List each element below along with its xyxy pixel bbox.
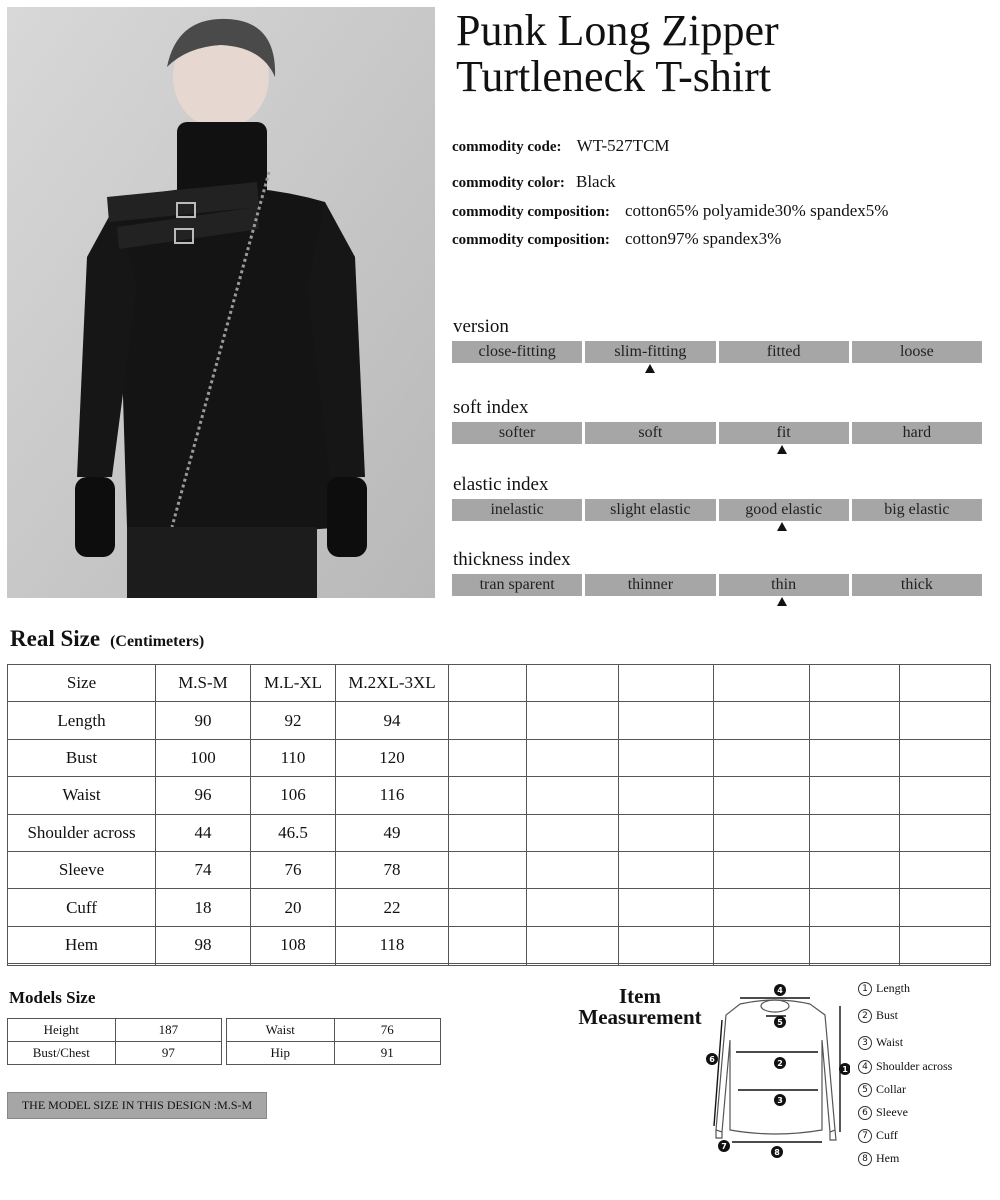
size-table-cell: 120: [336, 739, 449, 776]
size-table-cell: 46.5: [251, 814, 336, 851]
size-table-cell: 90: [156, 702, 251, 739]
size-table-cell: [810, 889, 900, 926]
spec-key: commodity composition:: [452, 204, 610, 220]
elastic-index-label: elastic index: [453, 474, 549, 495]
product-title: [456, 8, 779, 100]
size-table-header-cell: M.2XL-3XL: [336, 665, 449, 702]
version-scale: [452, 341, 982, 363]
table-row: [8, 739, 991, 776]
legend-number: 4: [858, 1060, 872, 1074]
soft-index-option: softer: [452, 422, 582, 444]
size-table-cell: [619, 814, 714, 851]
table-row: [8, 814, 991, 851]
models-size-title: Models Size: [9, 988, 96, 1007]
size-table-row-label: Bust: [8, 739, 156, 776]
model-measure-label: Bust/Chest: [8, 1042, 116, 1065]
size-table-cell: [449, 889, 527, 926]
legend-label: Length: [876, 981, 910, 995]
size-table-row-label: Length: [8, 702, 156, 739]
measurement-legend-item: [858, 1082, 906, 1097]
model-measure-label: Height: [8, 1019, 116, 1042]
legend-label: Bust: [876, 1008, 899, 1022]
elastic-index-option: inelastic: [452, 499, 582, 521]
size-table-header-cell: [619, 665, 714, 702]
real-size-title: Real Size: [10, 626, 101, 651]
svg-text:4: 4: [777, 986, 783, 995]
version-selected-marker-icon: [645, 364, 655, 373]
size-table-cell: 49: [336, 814, 449, 851]
product-title-line-1: Punk Long Zipper: [456, 6, 779, 55]
size-table-header-cell: [714, 665, 810, 702]
size-table-header-cell: [449, 665, 527, 702]
size-table-cell: 108: [251, 926, 336, 963]
model-measure-value: 187: [115, 1019, 221, 1042]
legend-number: 7: [858, 1129, 872, 1143]
legend-number: 8: [858, 1152, 872, 1166]
table-row: [227, 1042, 441, 1065]
size-table-cell: [714, 702, 810, 739]
svg-text:1: 1: [842, 1065, 848, 1074]
spec-key: commodity code:: [452, 139, 562, 155]
size-table-row-label: [8, 964, 156, 966]
spec-commodity-color: [452, 172, 616, 192]
spec-commodity-composition-1: [452, 201, 888, 221]
legend-number: 1: [858, 982, 872, 996]
size-table-header-cell: [810, 665, 900, 702]
size-table-cell: [619, 702, 714, 739]
size-table-cell: 44: [156, 814, 251, 851]
soft-index-selected-marker-icon: [777, 445, 787, 454]
size-table-cell: 74: [156, 851, 251, 888]
version-option: loose: [852, 341, 982, 363]
spec-commodity-composition-2: [452, 229, 781, 249]
size-table-cell: [619, 889, 714, 926]
measurement-legend-item: [858, 981, 910, 996]
soft-index-label: soft index: [453, 397, 529, 418]
legend-number: 2: [858, 1009, 872, 1023]
measurement-legend-item: [858, 1059, 952, 1074]
legend-label: Sleeve: [876, 1105, 908, 1119]
size-table-cell: [714, 964, 810, 966]
model-size-table-left: [7, 1018, 222, 1065]
size-table-cell: [449, 851, 527, 888]
soft-index-option: fit: [719, 422, 849, 444]
spec-key: commodity composition:: [452, 232, 610, 248]
size-table-header-cell: [900, 665, 991, 702]
size-table-cell: [527, 702, 619, 739]
legend-number: 3: [858, 1036, 872, 1050]
table-row: [8, 926, 991, 963]
size-table: [7, 664, 991, 966]
size-table-cell: [900, 889, 991, 926]
size-table-header-cell: Size: [8, 665, 156, 702]
size-table-cell: [900, 814, 991, 851]
table-row: [8, 889, 991, 926]
measurement-legend-item: [858, 1151, 899, 1166]
measurement-legend-item: [858, 1105, 908, 1120]
model-measure-value: 91: [334, 1042, 440, 1065]
size-table-cell: [810, 851, 900, 888]
size-table-cell: [810, 739, 900, 776]
table-row: [8, 851, 991, 888]
model-measure-value: 76: [334, 1019, 440, 1042]
model-illustration: [7, 7, 435, 598]
size-table-cell: 20: [251, 889, 336, 926]
size-table-cell: [900, 926, 991, 963]
size-table-row-label: Hem: [8, 926, 156, 963]
thickness-index-option: tran sparent: [452, 574, 582, 596]
size-table-cell: [810, 777, 900, 814]
size-table-cell: [810, 814, 900, 851]
spec-commodity-code: [452, 136, 670, 156]
spec-value: Black: [575, 172, 616, 191]
soft-index-scale: [452, 422, 982, 444]
size-table-cell: [810, 702, 900, 739]
table-row: [8, 964, 991, 966]
thickness-index-option: thinner: [585, 574, 715, 596]
size-table-cell: [810, 926, 900, 963]
size-table-cell: [336, 964, 449, 966]
model-measure-value: 97: [115, 1042, 221, 1065]
elastic-index-selected-marker-icon: [777, 522, 787, 531]
size-table-cell: [714, 851, 810, 888]
model-size-table-right: [226, 1018, 441, 1065]
size-table-cell: 78: [336, 851, 449, 888]
size-table-cell: [527, 777, 619, 814]
size-table-cell: [900, 964, 991, 966]
legend-label: Hem: [876, 1151, 900, 1165]
elastic-index-option: slight elastic: [585, 499, 715, 521]
size-table-cell: [810, 964, 900, 966]
table-row: [8, 702, 991, 739]
thickness-index-selected-marker-icon: [777, 597, 787, 606]
size-table-cell: 98: [156, 926, 251, 963]
size-table-cell: [449, 777, 527, 814]
svg-text:3: 3: [777, 1096, 783, 1105]
size-table-cell: [527, 851, 619, 888]
elastic-index-scale: [452, 499, 982, 521]
measurement-legend-item: [858, 1008, 898, 1023]
legend-label: Cuff: [876, 1128, 898, 1142]
size-table-cell: 96: [156, 777, 251, 814]
model-measure-label: Hip: [227, 1042, 335, 1065]
size-table-cell: [714, 926, 810, 963]
elastic-index-option: good elastic: [719, 499, 849, 521]
size-table-cell: [714, 889, 810, 926]
size-table-cell: [449, 926, 527, 963]
size-table-cell: [156, 964, 251, 966]
size-table-cell: [900, 702, 991, 739]
spec-key: commodity color:: [452, 175, 565, 191]
size-table-header-cell: M.L-XL: [251, 665, 336, 702]
size-table-cell: [527, 926, 619, 963]
item-measurement-title-line-2: Measurement: [578, 1005, 702, 1029]
size-table-cell: [251, 964, 336, 966]
legend-number: 6: [858, 1106, 872, 1120]
thickness-index-option: thin: [719, 574, 849, 596]
legend-label: Waist: [876, 1035, 904, 1049]
size-table-cell: [449, 702, 527, 739]
size-table-cell: [449, 739, 527, 776]
size-table-cell: [619, 964, 714, 966]
spec-value: WT-527TCM: [576, 136, 670, 155]
elastic-index-option: big elastic: [852, 499, 982, 521]
table-row: [8, 1042, 222, 1065]
size-table-cell: [714, 777, 810, 814]
size-table-header-cell: M.S-M: [156, 665, 251, 702]
svg-text:8: 8: [774, 1148, 780, 1157]
size-table-cell: [619, 926, 714, 963]
size-table-row-label: Shoulder across: [8, 814, 156, 851]
model-size-note: THE MODEL SIZE IN THIS DESIGN :M.S-M: [7, 1092, 267, 1119]
size-table-cell: [449, 964, 527, 966]
size-table-cell: 116: [336, 777, 449, 814]
size-table-cell: [449, 814, 527, 851]
size-table-cell: 18: [156, 889, 251, 926]
thickness-index-option: thick: [852, 574, 982, 596]
size-table-cell: 100: [156, 739, 251, 776]
shirt-measurement-diagram: [700, 980, 850, 1165]
size-table-cell: [527, 964, 619, 966]
table-row: [8, 1019, 222, 1042]
size-table-cell: [619, 851, 714, 888]
legend-number: 5: [858, 1083, 872, 1097]
svg-text:2: 2: [777, 1059, 783, 1068]
measurement-legend-item: [858, 1035, 903, 1050]
spec-value: cotton97% spandex3%: [625, 229, 782, 248]
real-size-heading: [10, 626, 204, 652]
item-measurement-title-line-1: Item: [619, 984, 661, 1008]
measurement-legend-item: [858, 1128, 898, 1143]
soft-index-option: hard: [852, 422, 982, 444]
size-table-row-label: Waist: [8, 777, 156, 814]
product-photo: [7, 7, 435, 598]
size-table-cell: 76: [251, 851, 336, 888]
soft-index-option: soft: [585, 422, 715, 444]
version-option: slim-fitting: [585, 341, 715, 363]
size-table-cell: 22: [336, 889, 449, 926]
version-option: close-fitting: [452, 341, 582, 363]
item-measurement-title: [560, 986, 720, 1028]
svg-text:7: 7: [721, 1142, 727, 1151]
product-title-line-2: Turtleneck T-shirt: [456, 52, 771, 101]
spec-value: cotton65% polyamide30% spandex5%: [625, 201, 889, 220]
size-table-cell: [619, 777, 714, 814]
table-row: [227, 1019, 441, 1042]
size-table-cell: [527, 889, 619, 926]
svg-text:6: 6: [709, 1055, 715, 1064]
size-table-cell: [619, 739, 714, 776]
thickness-index-label: thickness index: [453, 549, 571, 570]
size-table-cell: [900, 851, 991, 888]
size-table-cell: [900, 777, 991, 814]
size-table-cell: 110: [251, 739, 336, 776]
size-table-cell: [527, 739, 619, 776]
legend-label: Shoulder across: [876, 1059, 953, 1073]
thickness-index-scale: [452, 574, 982, 596]
model-measure-label: Waist: [227, 1019, 335, 1042]
size-table-cell: [527, 814, 619, 851]
svg-text:5: 5: [777, 1018, 783, 1027]
legend-label: Collar: [876, 1082, 906, 1096]
table-row: [8, 777, 991, 814]
size-table-header-cell: [527, 665, 619, 702]
real-size-unit: (Centimeters): [110, 633, 205, 650]
size-table-cell: [714, 814, 810, 851]
size-table-cell: 94: [336, 702, 449, 739]
size-table-header-row: [8, 665, 991, 702]
size-table-cell: [714, 739, 810, 776]
size-table-cell: [900, 739, 991, 776]
size-table-cell: 106: [251, 777, 336, 814]
version-option: fitted: [719, 341, 849, 363]
version-label: version: [453, 316, 509, 337]
size-table-row-label: Cuff: [8, 889, 156, 926]
size-table-cell: 92: [251, 702, 336, 739]
size-table-row-label: Sleeve: [8, 851, 156, 888]
size-table-cell: 118: [336, 926, 449, 963]
